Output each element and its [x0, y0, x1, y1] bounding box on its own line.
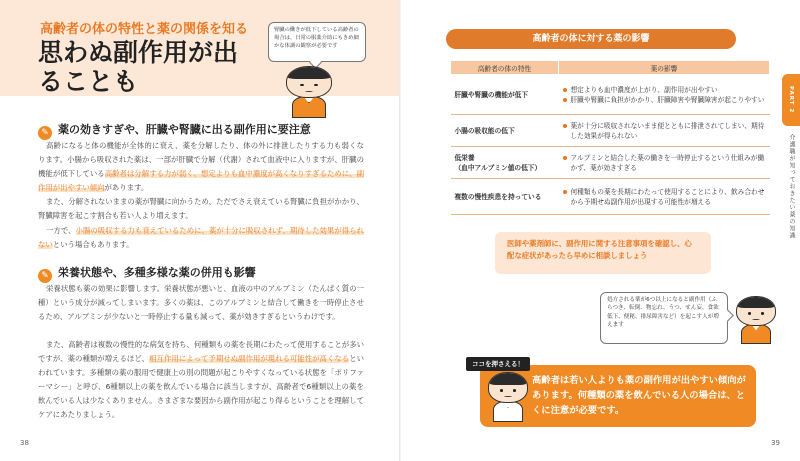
- chapter-side-label: 介護職が知っておきたい薬の知識: [788, 134, 795, 239]
- pencil-icon: ✎: [38, 269, 52, 283]
- table-row: 複数の慢性疾患を持っている 何種類もの薬を長期にわたって使用することにより、飲み合わせから予期せぬ副作用が出現する可能性が増える: [451, 179, 770, 215]
- table-row: 肝臓や腎臓の機能が低下 想定よりも血中濃度が上がり、副作用が出やすい 肝臓や腎臓に負担がかかり、肝臓障害や腎臓障害が起こりやすい: [451, 75, 770, 115]
- section1-paragraph2: また、分解されないままの薬が腎臓に向かうため、ただでさえ衰えている腎臓に負担がかかり、腎臓障害を起こす割合も若い人より増えます。: [38, 197, 364, 220]
- drug-effects-table: [450, 60, 770, 215]
- book-gutter: [399, 0, 401, 461]
- section1-heading: ✎ 薬の効きすぎや、肝臓や腎臓に出る副作用に要注意: [38, 121, 311, 140]
- advice-box: 医師や薬剤師に、副作用に関する注意事項を確認し、心配な症状があったら早めに相談しましょう: [495, 232, 711, 274]
- caregiver-illustration-keypoint: [488, 372, 528, 422]
- page-number-left: 38: [20, 439, 29, 447]
- table-title-pill: 高齢者の体に対する薬の影響: [446, 29, 736, 49]
- pencil-icon: ✎: [38, 126, 52, 140]
- section2-paragraph1: 栄養状態も薬の効果に影響します。栄養状態が悪いと、血液の中のアルブミン（たんぱく質の一種）という成分が減ってしまいます。多くの薬は、このアルブミンと結合して働きを一時停止させるため、アルブミンが少ないと一時停止する量も減って、薬が効きすぎるというわけです。: [38, 284, 364, 321]
- key-point-text: 高齢者は若い人よりも薬の副作用が出やすい傾向があります。何種類の薬を飲んでいる人の場合は、とくに注意が必要です。: [532, 375, 746, 416]
- speech-bubble-right: 処方される薬が6つ以上になると副作用（ふらつき、転倒、物忘れ、うつ、せん妄、食欲低下、便秘、排尿障害など）を起こす人が増えます: [600, 292, 728, 344]
- speech-bubble-top: 腎臓の働きが低下している高齢者の場合は、日常の服薬介助にもきめ細かな体調の観察が必要です: [268, 22, 366, 62]
- caregiver-illustration-top: [286, 66, 332, 118]
- page-subtitle: 高齢者の体の特性と薬の関係を知る: [40, 22, 249, 37]
- section2-heading: ✎ 栄養状態や、多種多様な薬の併用も影響: [38, 264, 256, 283]
- page-title: 思わぬ副作用が出ることも: [38, 38, 239, 96]
- table-row: 小腸の吸収能の低下 薬が十分に吸収されないまま便とともに排泄されてしまい、期待した効果が得られない: [451, 115, 770, 147]
- table-row: 低栄養 （血中アルブミン値の低下） アルブミンと結合した薬の働きを一時停止するという仕組みが働かず、薬が効きすぎる: [451, 147, 770, 179]
- section1-paragraph3: 一方で、小腸の吸収する力も衰えているために、薬が十分に吸収されず、期待した効果が得られないという場合もあります。: [38, 226, 364, 249]
- caregiver-illustration-right: [736, 296, 776, 344]
- table-header-effect: 薬の影響: [559, 61, 770, 75]
- key-point-tag: ココを押さえる！: [466, 357, 530, 371]
- section2-paragraph2: また、高齢者は複数の慢性的な病気を持ち、何種類もの薬を長期にわたって使用することが多いですが、薬の種類が増えるほど、相互作用によって予期せぬ副作用が現れる可能性が高くなるといわれています。多種類の薬の服用で健康上の別の問題が起こりやすくなっている状態を「ポリファーマシー」と呼び、6種類以上の薬を飲んでいる場合に該当しますが、高齢者で6種類以上の薬を飲んでいる人は少なくありません。さまざまな要因から副作用が起こり得るということを理解してケアにあたりましょう。: [38, 340, 364, 419]
- page-number-right: 39: [771, 439, 780, 447]
- table-header-trait: 高齢者の体の特性: [451, 61, 559, 75]
- section1-paragraph1: 高齢になると体の機能が全体的に衰え、薬を分解したり、体の外に排泄したりする力も弱くなります。小腸から吸収された薬は、一部が肝臓で分解（代謝）されて血液中に入りますが、肝臓の機能が低下している高齢者は分解する力が弱く、想定よりも血中濃度が高くなりすぎるために、副作用が出やすい傾向があります。: [38, 141, 364, 192]
- part-tab: PART 2: [782, 74, 800, 126]
